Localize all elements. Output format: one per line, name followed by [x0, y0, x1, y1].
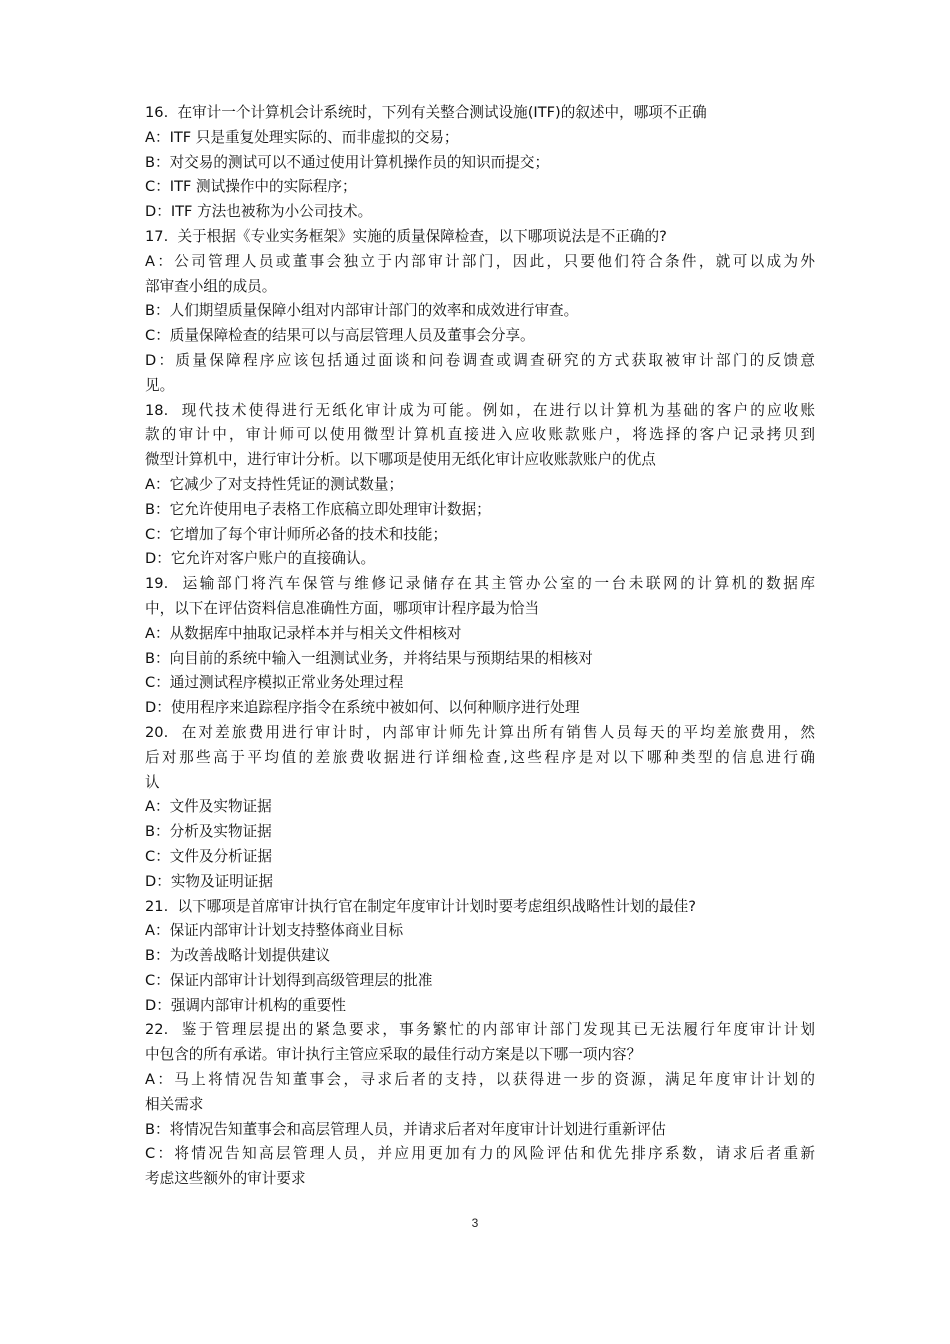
text-line: D：强调内部审计机构的重要性 [145, 996, 346, 1014]
text-line: A：马上将情况告知董事会，寻求后者的支持，以获得进一步的资源，满足年度审计计划的 [145, 1071, 815, 1089]
text-line: C：保证内部审计计划得到高级管理层的批准 [145, 971, 433, 989]
text-line: D：实物及证明证据 [145, 872, 273, 890]
text-line: 款的审计中，审计师可以使用微型计算机直接进入应收账款账户，将选择的客户记录拷贝到 [145, 426, 815, 444]
text-line: C：它增加了每个审计师所必备的技术和技能； [145, 525, 448, 543]
text-line: 中，以下在评估资料信息准确性方面，哪项审计程序最为恰当 [145, 599, 540, 617]
text-line: 后对那些高于平均值的差旅费收据进行详细检查,这些程序是对以下哪种类型的信息进行确 [145, 748, 815, 766]
text-line: B：对交易的测试可以不通过使用计算机操作员的知识而提交； [145, 153, 550, 171]
text-line: 18. 现代技术使得进行无纸化审计成为可能。例如，在进行以计算机为基础的客户的应收账 [145, 401, 815, 419]
text-line: 见。 [145, 376, 175, 394]
text-line: B：为改善战略计划提供建议 [145, 947, 331, 965]
text-line: D：使用程序来追踪程序指令在系统中被如何、以何种顺序进行处理 [145, 699, 580, 717]
text-line: B：向目前的系统中输入一组测试业务，并将结果与预期结果的相核对 [145, 649, 593, 667]
text-line: 微型计算机中，进行审计分析。以下哪项是使用无纸化审计应收账款账户的优点 [145, 451, 656, 469]
text-line: 16. 在审计一个计算机会计系统时，下列有关整合测试设施(ITF)的叙述中，哪项不正确 [145, 104, 707, 121]
text-line: A：文件及实物证据 [145, 798, 272, 816]
text-line: C：文件及分析证据 [145, 847, 272, 865]
text-line: A：ITF 只是重复处理实际的、而非虚拟的交易； [145, 128, 459, 146]
text-line: C：通过测试程序模拟正常业务处理过程 [145, 674, 404, 692]
text-line: B：将情况告知董事会和高层管理人员，并请求后者对年度审计计划进行重新评估 [145, 1120, 666, 1138]
text-line: A：保证内部审计计划支持整体商业目标 [145, 922, 404, 940]
text-line: C：质量保障检查的结果可以与高层管理人员及董事会分享。 [145, 327, 535, 345]
text-line: 相关需求 [145, 1095, 204, 1113]
text-line: A：它减少了对支持性凭证的测试数量； [145, 475, 404, 493]
text-line: 中包含的所有承诺。审计执行主管应采取的最佳行动方案是以下哪一项内容？ [145, 1046, 642, 1064]
page-number: 3 [471, 1216, 479, 1230]
text-line: 部审查小组的成员。 [145, 277, 277, 295]
text-line: D：ITF 方法也被称为小公司技术。 [145, 203, 373, 221]
text-line: A：从数据库中抽取记录样本并与相关文件相核对 [145, 624, 462, 642]
text-line: B：分析及实物证据 [145, 823, 272, 841]
text-line: D：质量保障程序应该包括通过面谈和问卷调查或调查研究的方式获取被审计部门的反馈意 [145, 351, 815, 369]
text-line: 21. 以下哪项是首席审计执行官在制定年度审计计划时要考虑组织战略性计划的最佳? [145, 897, 697, 915]
text-line: 19. 运输部门将汽车保管与维修记录储存在其主管办公室的一台未联网的计算机的数据库 [145, 575, 815, 593]
text-line: C：ITF 测试操作中的实际程序； [145, 178, 357, 196]
text-line: 考虑这些额外的审计要求 [145, 1170, 306, 1188]
text-line: C：将情况告知高层管理人员，并应用更加有力的风险评估和优先排序系数，请求后者重新 [145, 1145, 815, 1163]
text-line: 认 [145, 773, 160, 791]
text-line: 22. 鉴于管理层提出的紧急要求，事务繁忙的内部审计部门发现其已无法履行年度审计计划 [145, 1021, 815, 1039]
text-line: B：它允许使用电子表格工作底稿立即处理审计数据； [145, 500, 491, 518]
text-line: B：人们期望质量保障小组对内部审计部门的效率和成效进行审查。 [145, 302, 579, 320]
text-line: 20. 在对差旅费用进行审计时，内部审计师先计算出所有销售人员每天的平均差旅费用，然 [145, 723, 815, 741]
text-line: D：它允许对客户账户的直接确认。 [145, 550, 376, 568]
document-body [145, 101, 815, 1192]
text-line: 17. 关于根据《专业实务框架》实施的质量保障检查，以下哪项说法是不正确的? [145, 227, 667, 245]
text-line: A：公司管理人员或董事会独立于内部审计部门，因此，只要他们符合条件，就可以成为外 [145, 252, 815, 270]
